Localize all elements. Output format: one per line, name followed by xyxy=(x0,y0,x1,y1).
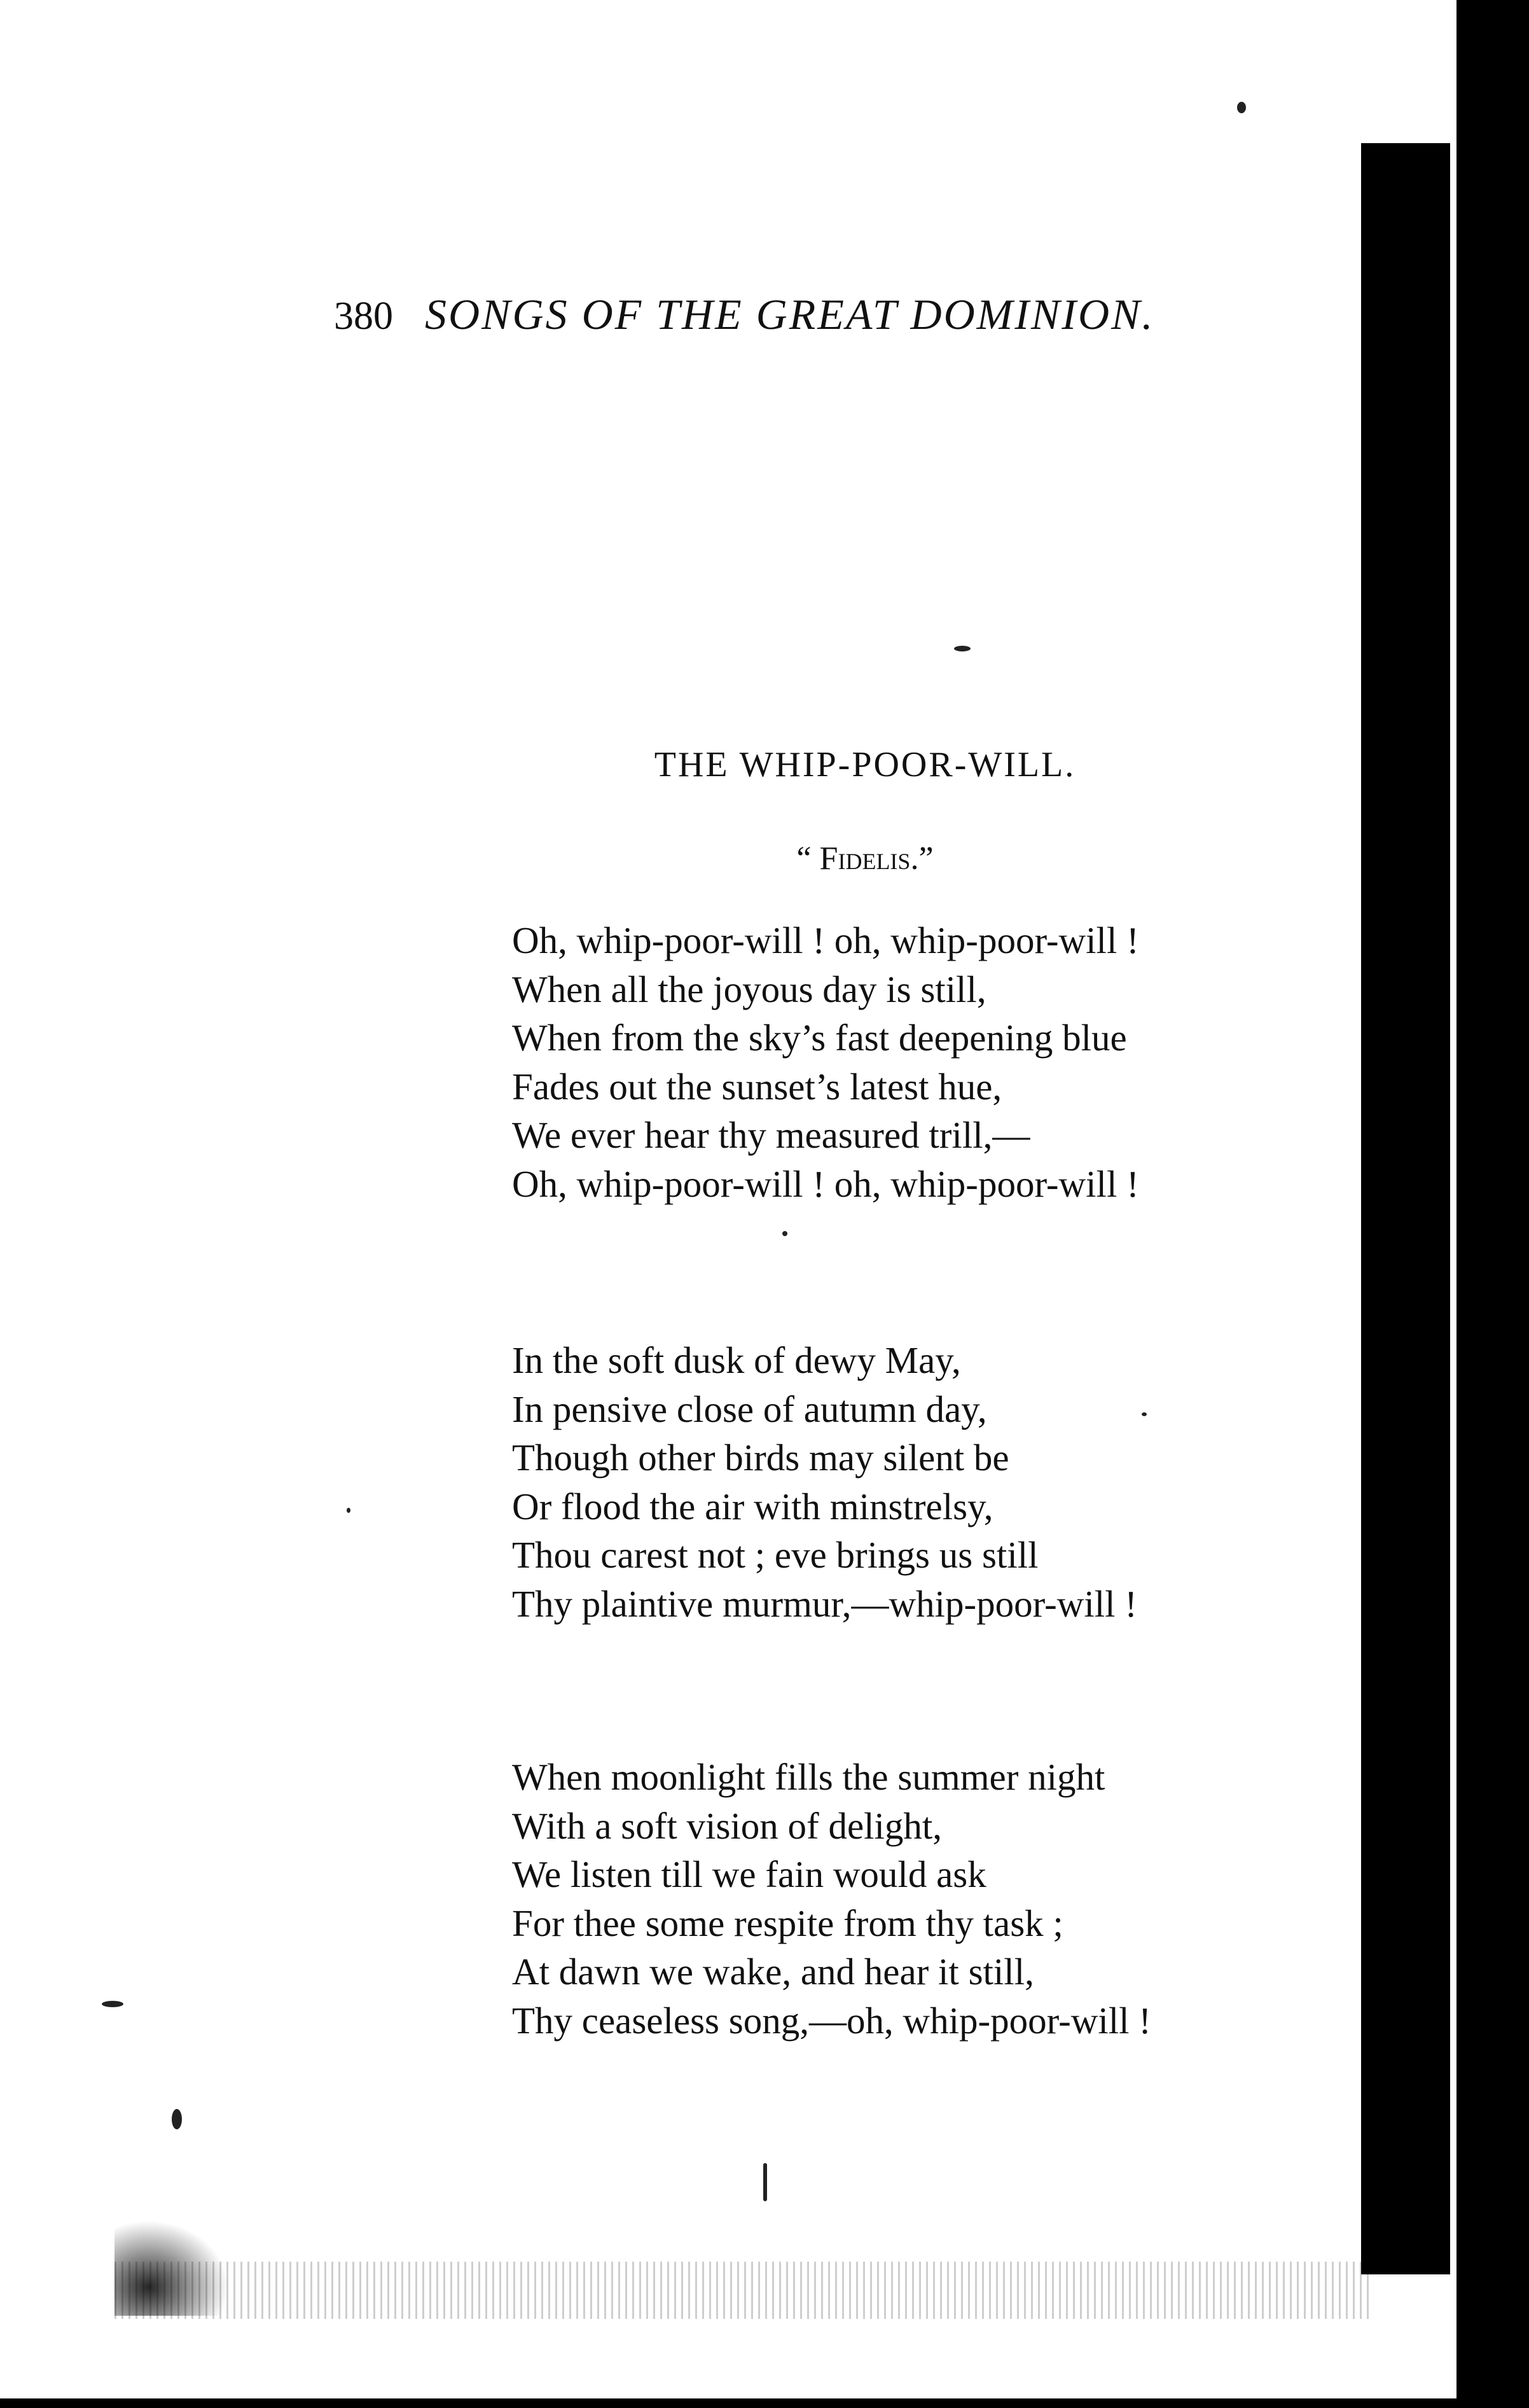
scan-speck xyxy=(1142,1412,1147,1416)
stanza-2 xyxy=(512,1336,1339,1628)
stanza-line: In pensive close of autumn day, xyxy=(512,1388,987,1430)
scan-speck xyxy=(954,646,971,651)
scan-speck xyxy=(347,1508,350,1513)
stanza-line: Though other birds may silent be xyxy=(512,1437,1009,1479)
stanza-line: When moonlight fills the summer night xyxy=(512,1756,1105,1798)
poem-title: THE WHIP-POOR-WILL. xyxy=(654,745,1076,784)
stanza-line: Oh, whip-poor-will ! oh, whip-poor-will ! xyxy=(512,919,1139,961)
scan-edge-shadow xyxy=(1361,143,1450,2274)
stanza-line: We ever hear thy measured trill,— xyxy=(512,1114,1030,1156)
stanza-line: At dawn we wake, and hear it still, xyxy=(512,1951,1034,1993)
poem-author: “ Fidelis.” xyxy=(796,840,934,877)
stanza-line: For thee some respite from thy task ; xyxy=(512,1902,1063,1944)
scan-speck xyxy=(1237,102,1246,113)
stanza-line: We listen till we fain would ask xyxy=(512,1853,986,1895)
stanza-1 xyxy=(512,916,1339,1208)
stanza-line: Oh, whip-poor-will ! oh, whip-poor-will ! xyxy=(512,1162,1139,1205)
page-number: 380 xyxy=(334,295,393,338)
stanza-line: Fades out the sunset’s latest hue, xyxy=(512,1065,1002,1108)
scan-speck xyxy=(763,2163,767,2201)
scan-speck xyxy=(172,2109,182,2129)
stanza-line: Thy plaintive murmur,—whip-poor-will ! xyxy=(512,1582,1137,1625)
scan-speck xyxy=(782,1231,787,1236)
stanza-line: When from the sky’s fast deepening blue xyxy=(512,1017,1127,1059)
stanza-3 xyxy=(512,1753,1339,2045)
stanza-line: When all the joyous day is still, xyxy=(512,968,986,1010)
stanza-line: Or flood the air with minstrelsy, xyxy=(512,1485,993,1528)
stanza-line: Thou carest not ; eve brings us still xyxy=(512,1534,1039,1576)
book-title: SONGS OF THE GREAT DOMINION. xyxy=(425,290,1155,338)
stanza-line: Thy ceaseless song,—oh, whip-poor-will ! xyxy=(512,1999,1151,2042)
running-head xyxy=(334,289,1326,353)
stanza-line: In the soft dusk of dewy May, xyxy=(512,1339,961,1381)
stanza-line: With a soft vision of delight, xyxy=(512,1804,943,1847)
scan-noise-strip xyxy=(114,2262,1374,2319)
scan-speck xyxy=(102,2001,123,2007)
